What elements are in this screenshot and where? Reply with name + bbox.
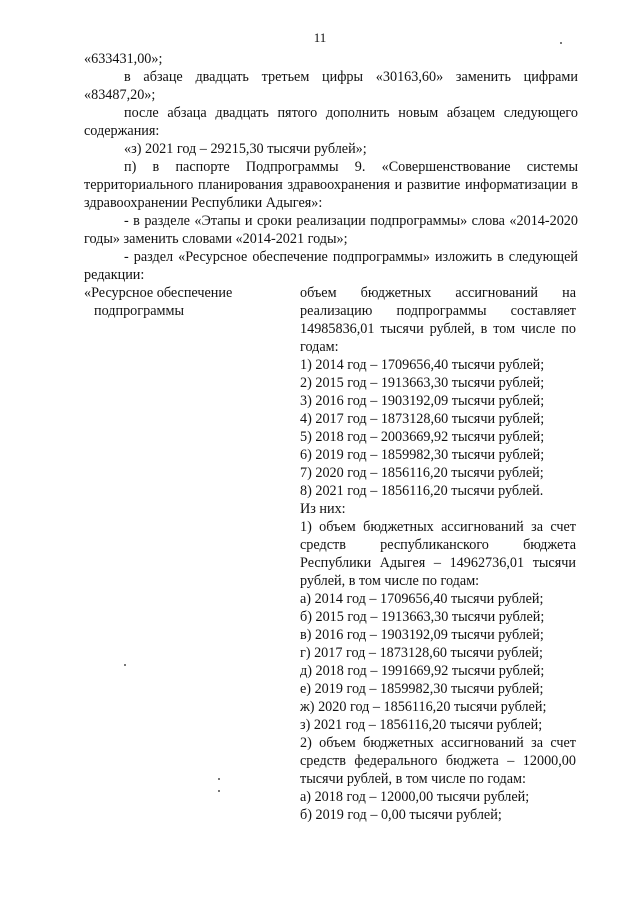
document-body (84, 50, 578, 874)
resource-line: е) 2019 год – 1859982,30 тысячи рублей; (300, 681, 544, 697)
resource-paragraph: 2) объем бюджетных ассигнований за счет средств федерального бюджета – 12000,00 тысячи рублей, в том числе по годам: (300, 735, 576, 787)
paragraph: «633431,00»; (84, 51, 163, 67)
resource-line: з) 2021 год – 1856116,20 тысячи рублей; (300, 717, 543, 733)
paragraph: п) в паспорте Подпрограммы 9. «Совершенствование системы территориального планирования здравоохранения и развитие информатизации в здравоохранении Республики Адыгея»: (84, 159, 578, 211)
resource-line: а) 2014 год – 1709656,40 тысячи рублей; (300, 591, 544, 607)
resource-line: 2) 2015 год – 1913663,30 тысячи рублей; (300, 375, 545, 391)
scan-speck (218, 778, 220, 780)
resource-line: д) 2018 год – 1991669,92 тысячи рублей; (300, 663, 545, 679)
resource-line: 4) 2017 год – 1873128,60 тысячи рублей; (300, 411, 545, 427)
resource-line: ж) 2020 год – 1856116,20 тысячи рублей; (300, 699, 547, 715)
scan-speck (124, 664, 126, 666)
resource-line: в) 2016 год – 1903192,09 тысячи рублей; (300, 627, 544, 643)
paragraph: «з) 2021 год – 29215,30 тысячи рублей»; (124, 141, 367, 157)
resource-label (84, 284, 284, 320)
paragraph: - раздел «Ресурсное обеспечение подпрограммы» изложить в следующей редакции: (84, 249, 578, 283)
resource-table (84, 284, 578, 874)
resource-label-line: «Ресурсное обеспечение (84, 285, 233, 301)
scan-speck (218, 790, 220, 792)
resource-paragraph: 1) объем бюджетных ассигнований за счет средств республиканского бюджета Республики Адыгея – 14962736,01 тысячи рублей, в том числе по годам: (300, 519, 576, 589)
resource-line: Из них: (300, 501, 346, 517)
resource-line: б) 2015 год – 1913663,30 тысячи рублей; (300, 609, 545, 625)
resource-line: а) 2018 год – 12000,00 тысячи рублей; (300, 789, 530, 805)
resource-line: 7) 2020 год – 1856116,20 тысячи рублей; (300, 465, 544, 481)
resource-line: б) 2019 год – 0,00 тысячи рублей; (300, 807, 502, 823)
resource-line: 3) 2016 год – 1903192,09 тысячи рублей; (300, 393, 545, 409)
resource-details (300, 284, 576, 824)
resource-line: 8) 2021 год – 1856116,20 тысячи рублей. (300, 483, 544, 499)
paragraph: после абзаца двадцать пятого дополнить новым абзацем следующего содержания: (84, 105, 578, 139)
resource-line: г) 2017 год – 1873128,60 тысячи рублей; (300, 645, 543, 661)
resource-line: 5) 2018 год – 2003669,92 тысячи рублей; (300, 429, 545, 445)
resource-paragraph: объем бюджетных ассигнований на реализацию подпрограммы составляет 14985836,01 тысячи рублей, в том числе по годам: (300, 285, 576, 355)
resource-line: 6) 2019 год – 1859982,30 тысячи рублей; (300, 447, 545, 463)
scan-speck (560, 42, 562, 44)
paragraph: - в разделе «Этапы и сроки реализации подпрограммы» слова «2014-2020 годы» заменить словами «2014-2021 годы»; (84, 213, 578, 247)
resource-line: 1) 2014 год – 1709656,40 тысячи рублей; (300, 357, 545, 373)
resource-label-line: подпрограммы (94, 303, 184, 319)
paragraph: в абзаце двадцать третьем цифры «30163,60» заменить цифрами «83487,20»; (84, 69, 578, 103)
page-number: 11 (313, 30, 327, 45)
